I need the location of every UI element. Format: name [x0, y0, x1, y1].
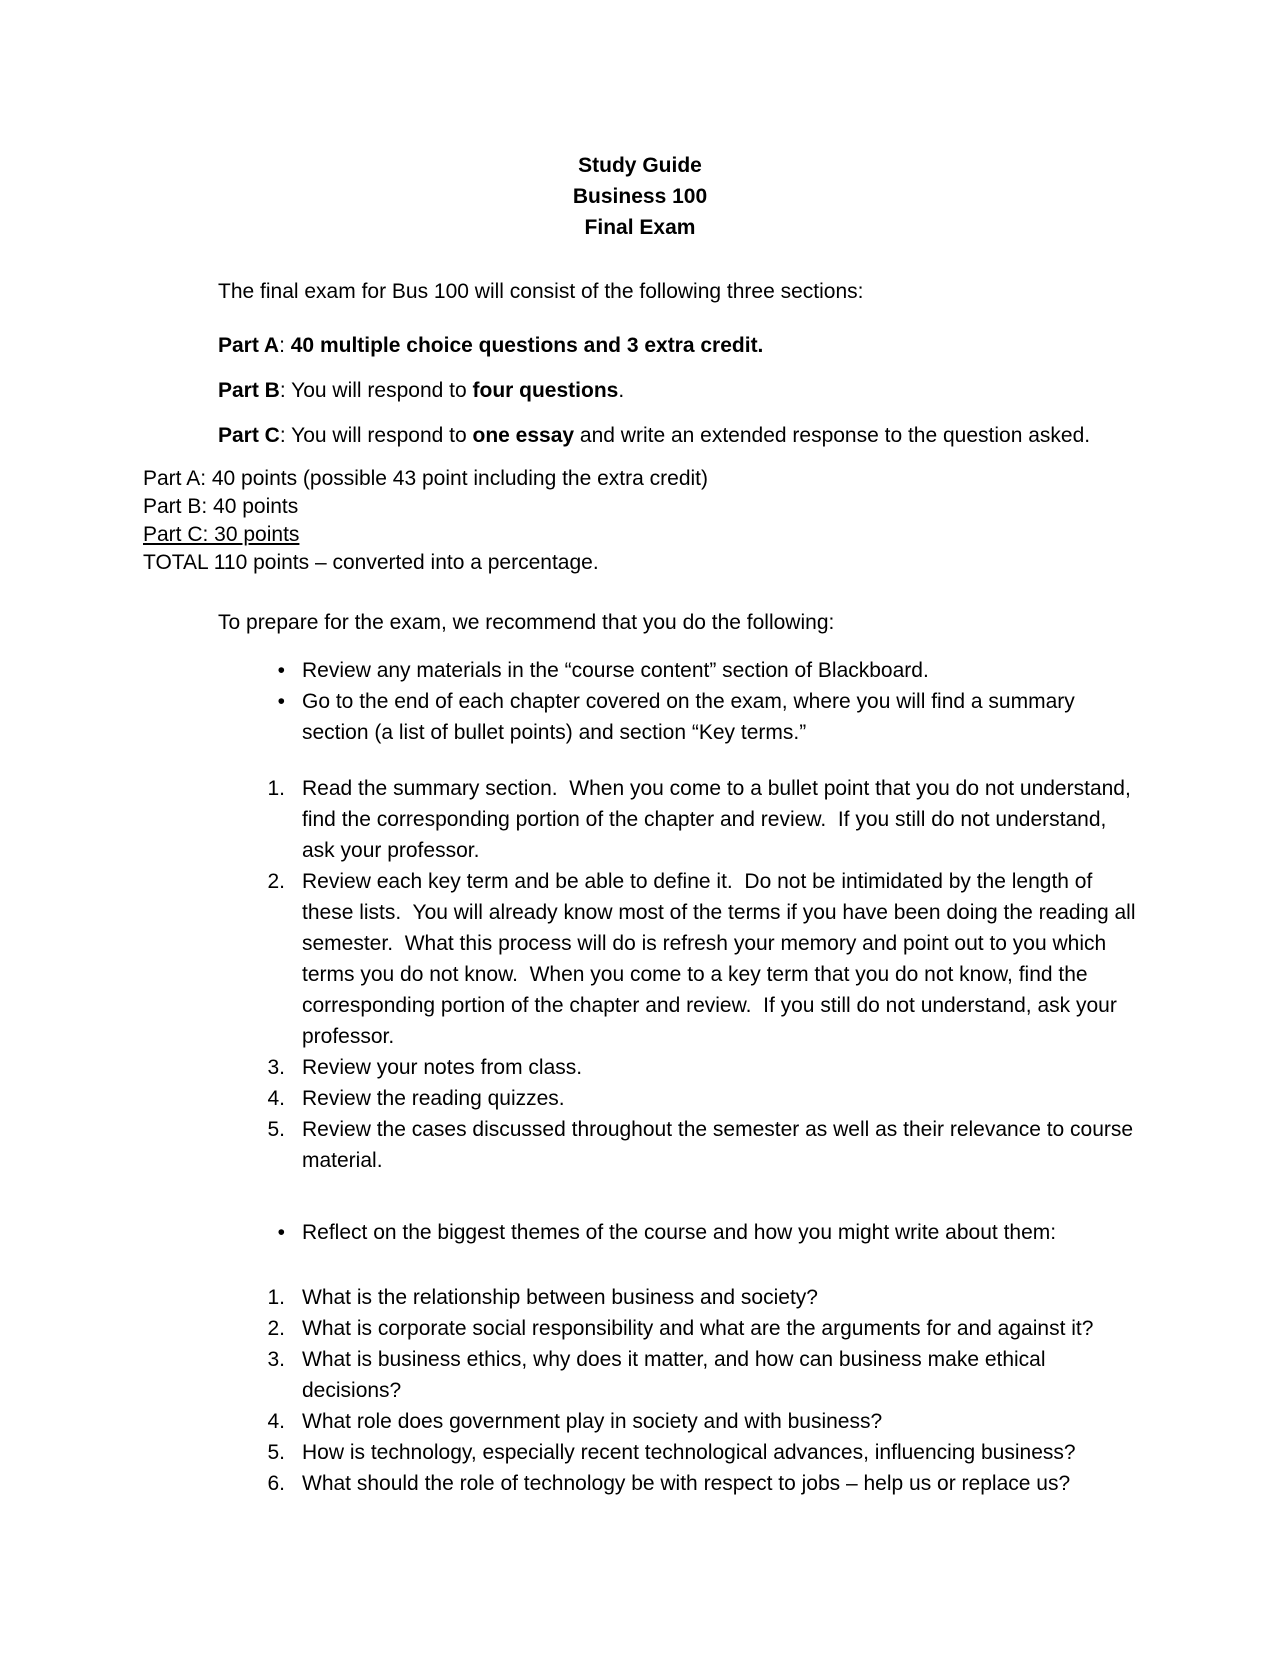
list-item-text: Go to the end of each chapter covered on the exam, where you will find a summary section (a list of bullet points) and section “Key terms.”	[302, 690, 1081, 744]
list-item	[143, 1406, 1137, 1437]
prepare-intro-paragraph: To prepare for the exam, we recommend that you do the following:	[218, 611, 835, 634]
number-label: 6.	[267, 1472, 285, 1495]
list-item	[143, 1052, 1137, 1083]
part-b-paragraph	[143, 375, 1137, 406]
part-c-paragraph	[143, 420, 1137, 451]
points-summary	[143, 465, 1137, 577]
points-line: Part B: 40 points	[143, 495, 299, 518]
number-label: 5.	[267, 1441, 285, 1464]
text-run: :	[279, 334, 291, 357]
list-item-text: What is corporate social responsibility and what are the arguments for and against it?	[302, 1317, 1094, 1340]
list-item-text: What is business ethics, why does it matter, and how can business make ethical decisions?	[302, 1348, 1052, 1402]
number-label: 2.	[267, 870, 285, 893]
title-line-3: Final Exam	[584, 216, 696, 239]
number-label: 1.	[267, 1286, 285, 1309]
list-item-text: How is technology, especially recent technological advances, influencing business?	[302, 1441, 1076, 1464]
number-label: 5.	[267, 1118, 285, 1141]
list-item-text: Review each key term and be able to define it. Do not be intimidated by the length of these lists. You will already know most of the terms if you have been doing the reading all semester. What this process will do is refresh your memory and point out to you which terms you do not know. When you come to a key term that you do not know, find the corresponding portion of the chapter and review. If you still do not understand, ask your professor.	[302, 870, 1142, 1048]
points-line: Part C: 30 points	[143, 523, 300, 546]
text-run: 40 multiple choice questions and 3 extra credit.	[290, 334, 764, 357]
text-run: Part B	[218, 379, 280, 402]
list-item-text: Reflect on the biggest themes of the course and how you might write about them:	[302, 1221, 1057, 1244]
intro-paragraph: The final exam for Bus 100 will consist of the following three sections:	[218, 280, 864, 303]
list-item-text: Review any materials in the “course content” section of Blackboard.	[302, 659, 929, 682]
list-item	[143, 655, 1137, 686]
number-label: 1.	[267, 777, 285, 800]
text-run: one essay	[472, 424, 575, 447]
prepare-bullet-list	[143, 655, 1137, 748]
text-run: .	[618, 379, 625, 402]
list-item	[143, 866, 1142, 1052]
points-line: Part A: 40 points (possible 43 point including the extra credit)	[143, 467, 708, 490]
list-item	[143, 1468, 1137, 1499]
bullet-icon: •	[277, 659, 285, 682]
list-item	[143, 1344, 1137, 1406]
list-item	[143, 1437, 1137, 1468]
title-line-2: Business 100	[572, 185, 708, 208]
list-item-text: Review the reading quizzes.	[302, 1087, 565, 1110]
text-run: : You will respond to	[279, 424, 473, 447]
list-item-text: What should the role of technology be with respect to jobs – help us or replace us?	[302, 1472, 1071, 1495]
list-item	[143, 1217, 1137, 1248]
list-item	[143, 1114, 1137, 1176]
list-item	[143, 1083, 1137, 1114]
list-item-text: Review the cases discussed throughout the semester as well as their relevance to course material.	[302, 1118, 1139, 1172]
text-run: Part C	[218, 424, 280, 447]
list-item-text: Read the summary section. When you come to a bullet point that you do not understand, find the corresponding portion of the chapter and review. If you still do not understand, ask your professor.	[302, 777, 1137, 862]
list-item	[143, 773, 1137, 866]
themes-bullet-list	[143, 1217, 1137, 1248]
text-run: four questions	[472, 379, 619, 402]
number-label: 2.	[267, 1317, 285, 1340]
list-item	[143, 1282, 1137, 1313]
prepare-steps-list	[143, 773, 1142, 1176]
bullet-icon: •	[277, 1221, 285, 1244]
list-item-text: Review your notes from class.	[302, 1056, 583, 1079]
list-item	[143, 686, 1137, 748]
text-run: : You will respond to	[279, 379, 473, 402]
theme-questions-list	[143, 1282, 1137, 1499]
text-run: Part A	[218, 334, 280, 357]
list-item-text: What role does government play in society and with business?	[302, 1410, 883, 1433]
title-line-1: Study Guide	[578, 154, 702, 177]
part-a-paragraph	[143, 330, 1137, 361]
document-title	[143, 150, 1137, 243]
list-item	[143, 1313, 1137, 1344]
list-item-text: What is the relationship between business and society?	[302, 1286, 818, 1309]
points-line: TOTAL 110 points – converted into a percentage.	[143, 551, 599, 574]
number-label: 4.	[267, 1410, 285, 1433]
bullet-icon: •	[277, 690, 285, 713]
number-label: 4.	[267, 1087, 285, 1110]
text-run: and write an extended response to the question asked.	[574, 424, 1091, 447]
number-label: 3.	[267, 1056, 285, 1079]
number-label: 3.	[267, 1348, 285, 1371]
